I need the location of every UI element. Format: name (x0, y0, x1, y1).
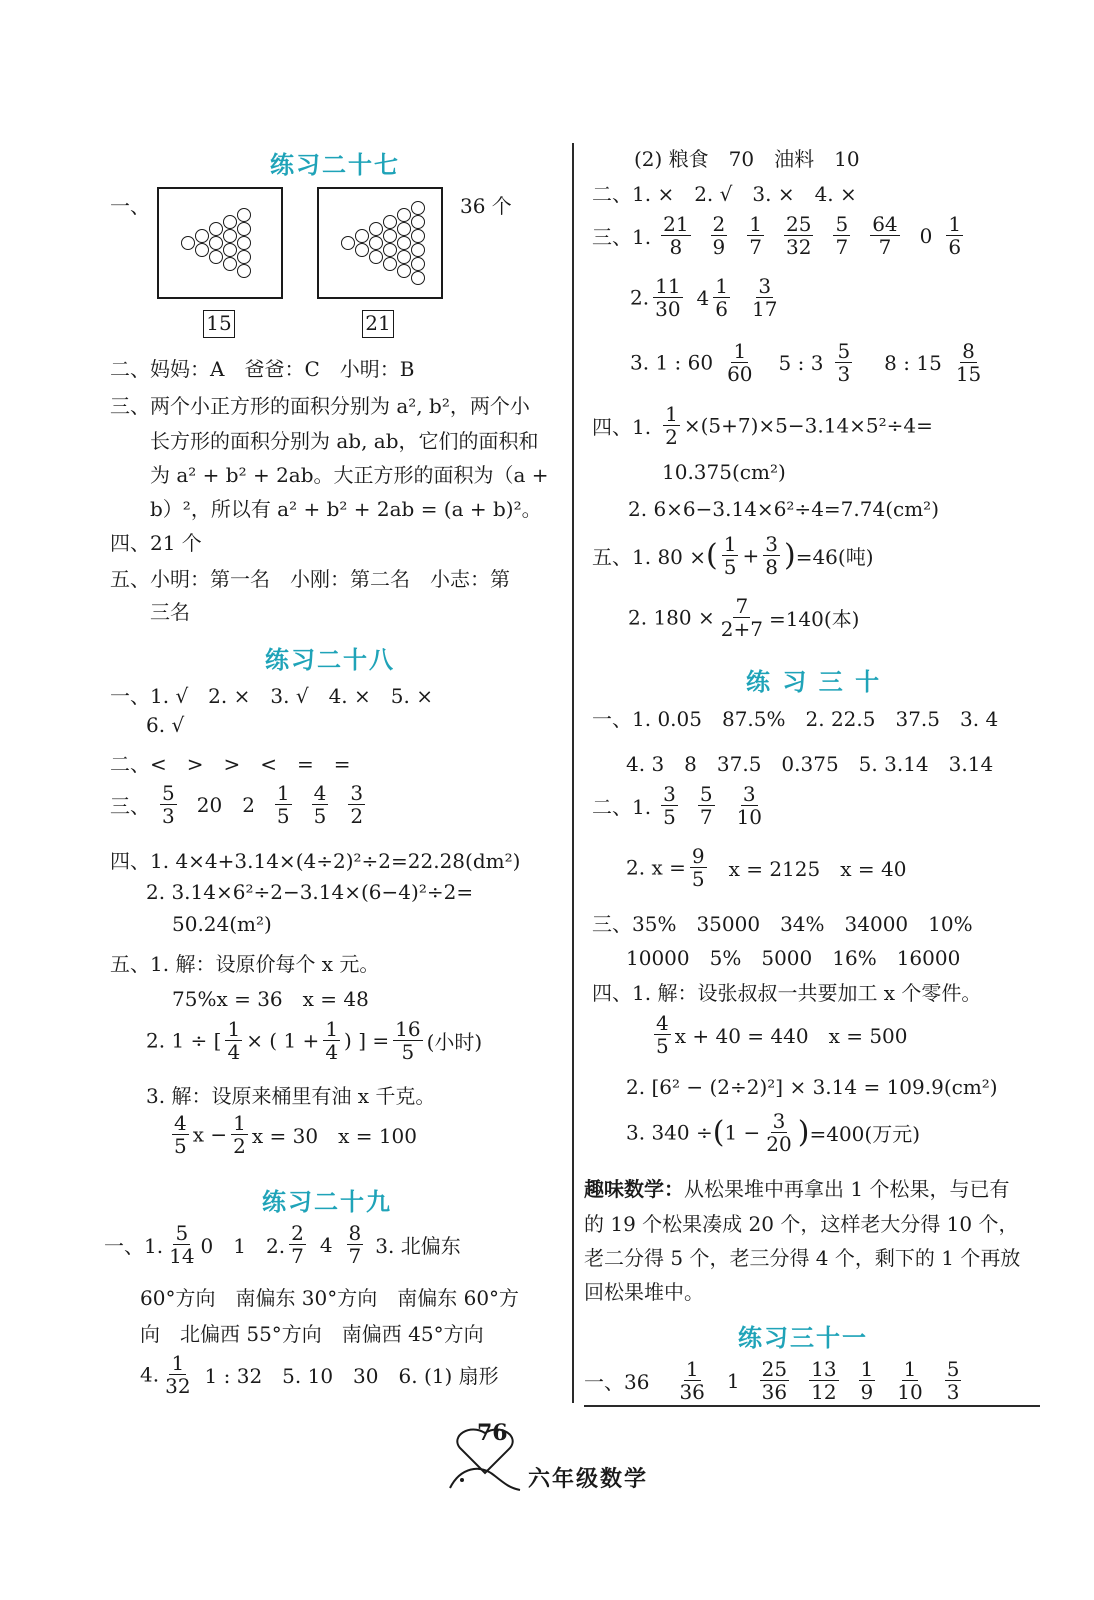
t29-section-1-line4: 4. $\frac{1}{32}$ 1 : 32 5. 10 30 6. (1) 扇形 (140, 1351, 499, 1398)
fun-math-line4: 回松果堆中。 (584, 1280, 704, 1304)
dot (397, 264, 411, 278)
fraction: $\frac{3}{17}$ (752, 274, 778, 321)
fraction: $\frac{1}{4}$ (227, 1017, 241, 1064)
t29-section-2: 二、1. × 2. √ 3. × 4. × (592, 182, 857, 206)
fraction: $\frac{3}{10}$ (736, 782, 763, 829)
t28-section-4-line3: 50.24(m²) (172, 912, 272, 936)
fraction: $\frac{8}{15}$ (955, 339, 982, 386)
dot (411, 229, 425, 243)
dot (223, 243, 237, 257)
fraction: $\frac{16}{5}$ (395, 1017, 421, 1064)
figure-1-number: 15 (203, 310, 235, 338)
fraction: $\frac{1}{36}$ (679, 1357, 705, 1404)
dot (383, 243, 397, 257)
fraction: $\frac{21}{8}$ (663, 212, 689, 259)
t28-section-5-line2: 75%x = 36 x = 48 (172, 987, 369, 1011)
dot-figure-1 (157, 187, 283, 299)
t29-section-1-line1: 一、1. $\frac{5}{14}$ 0 1 2. $\frac{2}{7}$ 4 $\frac{8}{7}$ 3. 北偏东 (104, 1221, 461, 1268)
fraction: $\frac{4}{5}$ (656, 1011, 669, 1058)
fraction: $\frac{5}{3}$ (837, 339, 851, 386)
fraction: 20 (196, 792, 223, 817)
section-1-label: 一、 (110, 194, 150, 218)
fraction: $\frac{5}{3}$ (162, 781, 175, 828)
dot (223, 257, 237, 271)
t31-section-1: 一、36 $\frac{1}{36}$ 1 $\frac{25}{36}$ $\frac{13}{12}$ $\frac{1}{9}$ $\frac{1}{10}$ $\frac{5}{3}$ (584, 1357, 960, 1404)
dot-count: 36 个 (460, 194, 512, 218)
dot (411, 257, 425, 271)
fraction: $\frac{3}{8}$ (765, 532, 778, 579)
t28-section-3: 三、 $\frac{5}{3}$ 20 2 $\frac{1}{5}$ $\frac{4}{5}$ $\frac{3}{2}$ (110, 781, 364, 828)
t28-section-5-line1: 五、1. 解：设原价每个 x 元。 (110, 952, 380, 976)
t30-section-4-line3: 2. [6² − (2÷2)²] × 3.14 = 109.9(cm²) (626, 1075, 998, 1099)
fraction: $\frac{3}{20}$ (766, 1109, 792, 1156)
t30-section-3-line1: 三、35% 35000 34% 34000 10% (592, 912, 973, 936)
t30-section-4-line4: 3. 340 ÷(1 − $\frac{3}{20}$ )=400(万元) (626, 1109, 921, 1156)
figure-2-number: 21 (362, 310, 394, 338)
fraction: $\frac{2}{7}$ (291, 1221, 304, 1268)
subject-title: 六年级数学 (528, 1467, 649, 1492)
dot (341, 236, 355, 250)
dot (397, 236, 411, 250)
dot (237, 250, 251, 264)
dot (397, 208, 411, 222)
t29-section-4-line3: 2. 6×6−3.14×6²÷4=7.74(cm²) (628, 497, 939, 521)
t30-section-4-line1: 四、1. 解：设张叔叔一共要加工 x 个零件。 (592, 981, 982, 1005)
column-divider (572, 143, 574, 1403)
dot (355, 243, 369, 257)
dot (181, 236, 195, 250)
dot (355, 229, 369, 243)
fraction: $\frac{1}{2}$ (665, 402, 678, 449)
t29-section-4-line2: 10.375(cm²) (662, 460, 786, 484)
fraction: $\frac{3}{5}$ (663, 782, 676, 829)
t27-section-2: 二、妈妈：A 爸爸：C 小明：B (110, 357, 415, 381)
t27-section-5-line2: 三名 (150, 600, 190, 624)
fun-math-line3: 老二分得 5 个，老三分得 4 个，剩下的 1 个再放 (584, 1246, 1021, 1270)
fraction: 2 (242, 792, 255, 817)
exercise-31-title: 练习三十一 (738, 1324, 868, 1352)
dot (383, 229, 397, 243)
dot (209, 236, 223, 250)
fraction: $\frac{1}{6}$ (715, 274, 729, 321)
dot-figure-2 (317, 187, 443, 299)
exercise-29-title: 练习二十九 (262, 1188, 392, 1216)
fraction: $\frac{64}{7}$ (872, 212, 898, 259)
bottom-rule (584, 1405, 1040, 1407)
dot (237, 208, 251, 222)
t27-section-4: 四、21 个 (110, 531, 202, 555)
fraction: $\frac{1}{4}$ (325, 1017, 339, 1064)
t29-section-5-line2: 2. 180 × $\frac{7}{2+7}$ =140(本) (628, 594, 860, 641)
fraction: $\frac{2}{9}$ (712, 212, 726, 259)
dot (237, 222, 251, 236)
t28-section-4-line1: 四、1. 4×4+3.14×(4÷2)²÷2=22.28(dm²) (110, 849, 521, 873)
fun-math-line1: 趣味数学：从松果堆中再拿出 1 个松果，与已有 (584, 1177, 1010, 1201)
t28-section-5-line3: 2. 1 ÷ [ $\frac{1}{4}$ × ( 1 + $\frac{1}{4}$ ) ] = $\frac{16}{5}$ (小时) (146, 1017, 483, 1064)
fraction: $\frac{1}{32}$ (165, 1351, 191, 1398)
t27-section-3-line4: b）²，所以有 a² + b² + 2ab = (a + b)²。 (150, 497, 542, 521)
fraction: $\frac{5}{7}$ (835, 212, 849, 259)
t30-section-1-line2: 4. 3 8 37.5 0.375 5. 3.14 3.14 (626, 752, 994, 776)
exercise-28-title: 练习二十八 (265, 646, 395, 674)
t29-section-3-row3: 3. 1 : 60 $\frac{1}{60}$ 5 : 3 $\frac{5}{3}$ 8 : 15 $\frac{8}{15}$ (630, 339, 982, 386)
dot (411, 215, 425, 229)
t28-section-1-line2: 6. √ (146, 713, 185, 737)
fraction: $\frac{13}{12}$ (811, 1357, 837, 1404)
fraction: $\frac{5}{3}$ (946, 1357, 960, 1404)
dot (411, 243, 425, 257)
t30-section-2-line2: 2. x = $\frac{9}{5}$ x = 2125 x = 40 (626, 844, 907, 891)
fraction: $\frac{3}{2}$ (350, 781, 364, 828)
dot (369, 250, 383, 264)
fraction: $\frac{4}{5}$ (313, 781, 327, 828)
dot (383, 257, 397, 271)
dot (411, 271, 425, 285)
dot (397, 250, 411, 264)
t30-section-2-line1: 二、1. $\frac{3}{5}$ $\frac{5}{7}$ $\frac{3}{10}$ (592, 782, 763, 829)
page-number: 76 (477, 1420, 508, 1446)
fraction: $\frac{1}{5}$ (723, 532, 737, 579)
t31-whole-one: 1 (726, 1368, 740, 1393)
dot (369, 222, 383, 236)
t29-section-1-line2: 60°方向 南偏东 30°方向 南偏东 60°方 (140, 1286, 520, 1310)
t29-cont-line1: (2) 粮食 70 油料 10 (634, 147, 860, 171)
fraction: $\frac{1}{5}$ (276, 781, 290, 828)
dot (369, 236, 383, 250)
dot (209, 250, 223, 264)
fraction: $\frac{5}{7}$ (699, 782, 713, 829)
fraction: $\frac{7}{2+7}$ (720, 594, 763, 641)
dot (195, 243, 209, 257)
t28-section-1-line1: 一、1. √ 2. × 3. √ 4. × 5. × (110, 684, 433, 708)
exercise-27-title: 练习二十七 (270, 151, 400, 179)
fraction: $\frac{11}{30}$ (655, 274, 681, 321)
fraction: $\frac{8}{7}$ (348, 1221, 362, 1268)
dot (383, 215, 397, 229)
fraction: $\frac{1}{6}$ (948, 212, 962, 259)
t30-section-3-line2: 10000 5% 5000 16% 16000 (626, 946, 961, 970)
t30-section-1-line1: 一、1. 0.05 87.5% 2. 22.5 37.5 3. 4 (592, 707, 999, 731)
t27-section-3-line3: 为 a² + b² + 2ab。大正方形的面积为（a + (150, 463, 549, 487)
t29-section-3-row2: 2. $\frac{11}{30}$ 4 $\frac{1}{6}$ $\frac{3}{17}$ (630, 274, 778, 321)
dot (195, 229, 209, 243)
fraction: $\frac{4}{5}$ (174, 1111, 187, 1158)
fraction: $\frac{25}{32}$ (786, 212, 812, 259)
t29-section-4-line1: 四、1. $\frac{1}{2}$ ×(5+7)×5−3.14×5²÷4= (592, 402, 933, 449)
fraction: $\frac{5}{14}$ (169, 1221, 195, 1268)
t27-section-3-line1: 三、两个小正方形的面积分别为 a², b²，两个小 (110, 394, 530, 418)
t28-section-2: 二、< > > < = = (110, 752, 351, 776)
t29-section-3-row1: 三、1. $\frac{21}{8}$ $\frac{2}{9}$ $\frac{1}{7}$ $\frac{25}{32}$ $\frac{5}{7}$ $\frac{64}{7}$ 0 $\frac{1}{6}$ (592, 212, 962, 259)
t30-section-4-line2: $\frac{4}{5}$ x + 40 = 440 x = 500 (656, 1011, 908, 1058)
t29-section-1-line3: 向 北偏西 55°方向 南偏西 45°方向 (140, 1322, 484, 1346)
fraction: $\frac{1}{9}$ (860, 1357, 874, 1404)
t29-section-5-line1: 五、1. 80 ×( $\frac{1}{5}$ + $\frac{3}{8}$ )=46(吨) (592, 532, 874, 579)
exercise-30-title: 练 习 三 十 (746, 668, 882, 696)
fraction: $\frac{9}{5}$ (691, 844, 705, 891)
fraction: $\frac{1}{60}$ (727, 339, 753, 386)
fraction: $\frac{1}{2}$ (233, 1111, 246, 1158)
dot (209, 222, 223, 236)
fraction: $\frac{1}{10}$ (897, 1357, 923, 1404)
dot (237, 236, 251, 250)
dot (411, 201, 425, 215)
t28-section-4-line2: 2. 3.14×6²÷2−3.14×(6−4)²÷2= (146, 880, 474, 904)
t27-section-3-line2: 长方形的面积分别为 ab, ab，它们的面积和 (150, 429, 539, 453)
t28-section-5-line4: 3. 解：设原来桶里有油 x 千克。 (146, 1084, 436, 1108)
t27-section-5-line1: 五、小明：第一名 小刚：第二名 小志：第 (110, 567, 510, 591)
t28-section-5-line5: $\frac{4}{5}$ x − $\frac{1}{2}$ x = 30 x = 100 (174, 1111, 418, 1158)
dot (397, 222, 411, 236)
fraction: $\frac{1}{7}$ (749, 212, 763, 259)
dot (237, 264, 251, 278)
dot (223, 229, 237, 243)
fraction: $\frac{25}{36}$ (761, 1357, 788, 1404)
dot (223, 215, 237, 229)
fun-math-line2: 的 19 个松果凑成 20 个，这样老大分得 10 个， (584, 1212, 1019, 1236)
